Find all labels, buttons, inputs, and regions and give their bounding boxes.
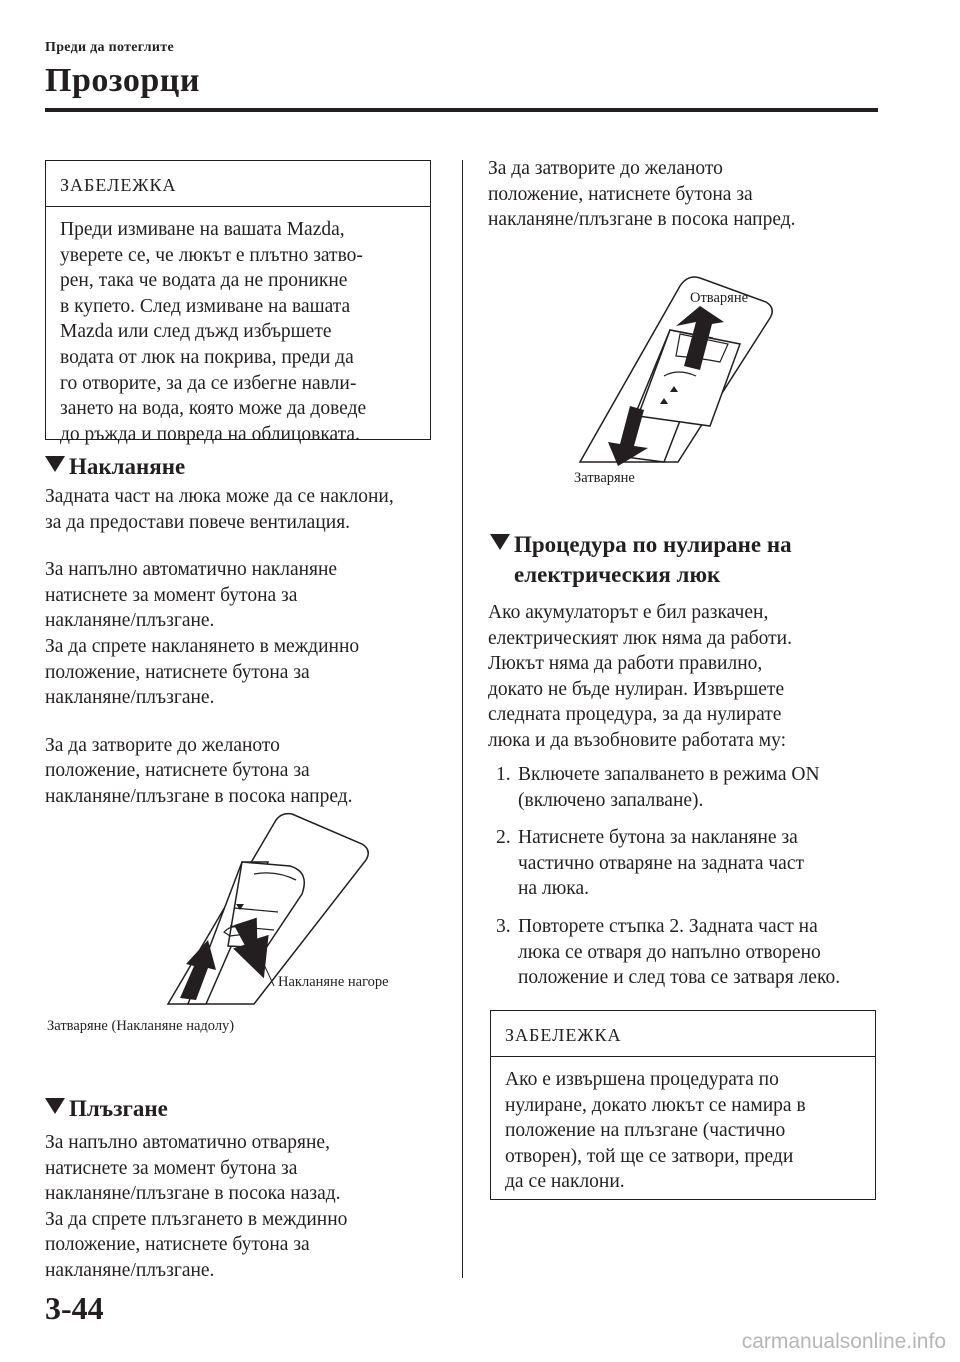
section-heading-tilt (45, 452, 185, 482)
header-rule (45, 108, 878, 112)
text-line: Натиснете бутона за накланяне за (518, 827, 798, 849)
text-line: електрическият люк няма да работи. (488, 627, 792, 649)
step-number: 1. (496, 764, 511, 785)
text-line: Включете запалването в режима ON (518, 764, 820, 785)
note-line: до ръжда и повреда на облицовката. (60, 423, 360, 445)
note-box-reset (490, 1010, 876, 1200)
note-line: зането на вода, която може да доведе (60, 398, 367, 420)
note-body (491, 1057, 875, 1207)
note-heading: ЗАБЕЛЕЖКА (491, 1011, 875, 1057)
text-line: Повторете стъпка 2. Задната част на (518, 915, 818, 937)
triangle-bullet-icon (490, 534, 510, 550)
figure-label-open: Отваряне (690, 290, 749, 306)
note-line: Преди измиване на вашата Mazda, (60, 219, 345, 240)
tilt-paragraph-1 (45, 484, 445, 810)
step-number: 2. (496, 827, 511, 849)
section-heading-text: Процедура по нулиране на (514, 532, 792, 557)
text-line: люка се отваря до напълно отворено (518, 941, 821, 963)
figure-label-close-tilt-down: Затваряне (Накланяне надолу) (47, 1018, 235, 1034)
slide-close-paragraph (488, 156, 888, 233)
note-line: Ако е извършена процедурата по (505, 1069, 779, 1090)
page-title: Прозорци (45, 62, 200, 99)
note-heading: ЗАБЕЛЕЖКА (46, 161, 430, 207)
text-line: (включено запалване). (518, 789, 704, 811)
text-line: положение, натиснете бутона за (45, 661, 310, 683)
text-line: За да спрете плъзгането в междинно (45, 1208, 348, 1230)
note-box-wash (45, 160, 431, 445)
list-item (496, 762, 876, 813)
note-line: го отворите, за да се избегне навли- (60, 372, 357, 394)
triangle-bullet-icon (45, 1098, 65, 1114)
triangle-bullet-icon (45, 456, 65, 472)
note-line: нулиране, докато люкът се намира в (505, 1094, 806, 1116)
section-heading-text: електрическия люк (514, 562, 721, 587)
note-line: рен, така че водата да не проникне (60, 270, 348, 292)
section-heading-reset (490, 530, 792, 590)
step-number: 3. (496, 915, 511, 937)
text-line: положение, натиснете бутона за (488, 183, 753, 205)
text-line: накланяне/плъзгане в посока напред. (488, 209, 796, 231)
section-heading-text: Плъзгане (69, 1096, 168, 1121)
figure-label-tilt-up: Накланяне нагоре (278, 974, 389, 990)
watermark: carmanualsonline.info (741, 1330, 946, 1353)
text-line: За да затворите до желаното (488, 158, 723, 179)
text-line: за да предостави повече вентилация. (45, 511, 351, 533)
list-item (496, 825, 876, 902)
note-line: водата от люк на покрива, преди да (60, 346, 354, 368)
text-line: За напълно автоматично накланяне (45, 559, 338, 581)
page-number: 3-44 (45, 1290, 104, 1326)
reset-steps-list (496, 762, 876, 1003)
reset-intro-paragraph (488, 600, 888, 754)
text-line: накланяне/плъзгане. (45, 687, 215, 709)
header-section-label: Преди да потеглите (45, 40, 174, 55)
column-divider (462, 160, 463, 1278)
figure-label-close: Затваряне (574, 470, 635, 486)
text-line: За напълно автоматично отваряне, (45, 1132, 330, 1153)
text-line: частично отваряне на задната част (518, 852, 805, 874)
text-line: люка и да възобновите работата му: (488, 729, 786, 751)
text-line: натиснете за момент бутона за (45, 584, 298, 606)
text-line: накланяне/плъзгане. (45, 1259, 215, 1281)
text-line: Задната част на люка може да се наклони, (45, 486, 394, 507)
text-line: Люкът няма да работи правилно, (488, 653, 763, 675)
section-heading-slide (45, 1094, 168, 1124)
slide-paragraph (45, 1130, 445, 1284)
section-heading-text: Накланяне (69, 454, 186, 479)
text-line: натиснете за момент бутона за (45, 1157, 298, 1179)
note-body (46, 207, 430, 459)
text-line: За да затворите до желаното (45, 734, 280, 756)
text-line: накланяне/плъзгане в посока назад. (45, 1183, 341, 1205)
note-line: уверете се, че люкът е плътно затво- (60, 244, 363, 266)
text-line: накланяне/плъзгане в посока напред. (45, 785, 353, 807)
text-line: на люка. (518, 878, 589, 900)
text-line: положение и след това се затваря леко. (518, 967, 841, 989)
note-line: положение на плъзгане (частично (505, 1120, 786, 1142)
text-line: следната процедура, за да нулирате (488, 704, 782, 726)
text-line: положение, натиснете бутона за (45, 760, 310, 782)
note-line: в купето. След измиване на вашата (60, 295, 351, 317)
text-line: положение, натиснете бутона за (45, 1234, 310, 1256)
text-line: накланяне/плъзгане. (45, 610, 215, 632)
text-line: За да спрете накланянето в междинно (45, 635, 360, 657)
note-line: да се наклони. (505, 1171, 625, 1193)
note-line: отворен), той ще се затвори, преди (505, 1145, 794, 1167)
note-line: Mazda или след дъжд избършете (60, 321, 332, 343)
list-item (496, 914, 876, 991)
text-line: Ако акумулаторът е бил разкачен, (488, 602, 769, 623)
text-line: докато не бъде нулиран. Извършете (488, 678, 785, 700)
